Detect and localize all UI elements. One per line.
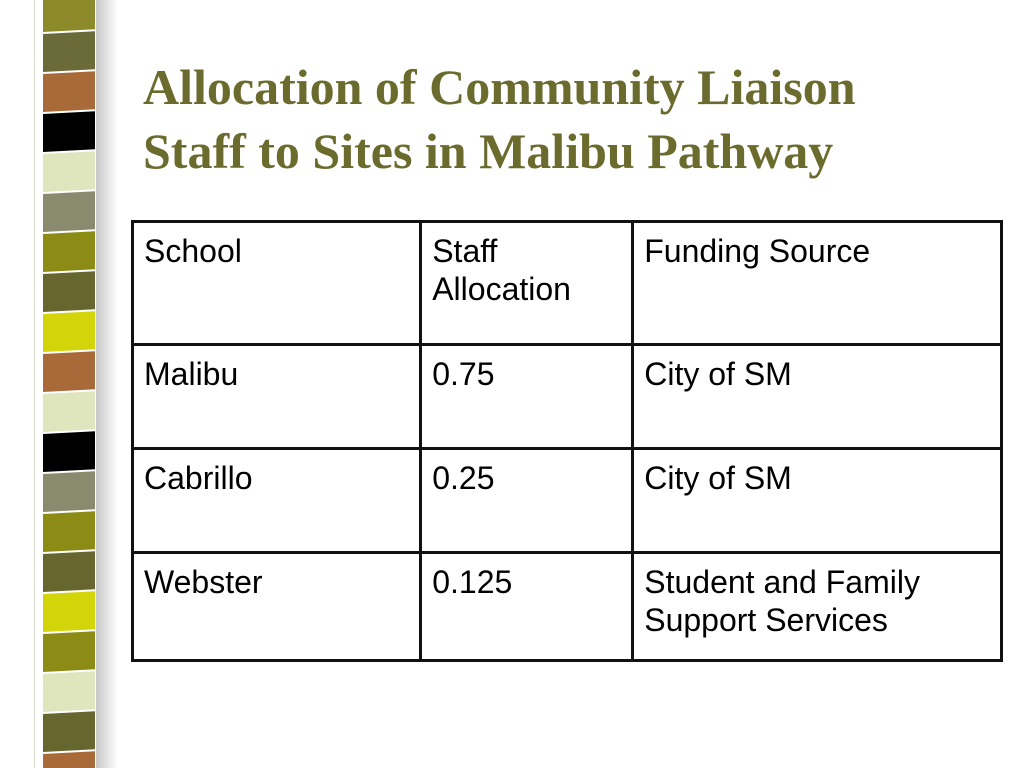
stripe-bands [43, 0, 95, 768]
decorative-stripe-bar [34, 0, 99, 768]
allocation-table [131, 220, 1003, 662]
stripe-band [43, 591, 95, 632]
table-header-row [133, 222, 1002, 345]
header-school: School [133, 222, 421, 345]
stripe-band [43, 151, 95, 192]
stripe-band [43, 311, 95, 352]
stripe-band [43, 471, 95, 512]
cell-funding-source: City of SM [633, 449, 1002, 553]
stripe-band [43, 191, 95, 232]
stripe-band [43, 271, 95, 312]
cell-funding-source: Student and Family Support Services [633, 553, 1002, 661]
stripe-band [43, 551, 95, 592]
stripe-band [43, 71, 95, 112]
header-funding-source: Funding Source [633, 222, 1002, 345]
stripe-shadow [96, 0, 118, 768]
title-line-2: Staff to Sites in Malibu Pathway [143, 123, 834, 179]
cell-staff-allocation: 0.25 [421, 449, 633, 553]
table-row [133, 449, 1002, 553]
stripe-band [43, 671, 95, 712]
cell-staff-allocation: 0.75 [421, 345, 633, 449]
stripe-band [43, 31, 95, 72]
stripe-band [43, 111, 95, 152]
stripe-band [43, 391, 95, 432]
title-line-1: Allocation of Community Liaison [143, 59, 856, 115]
cell-school: Webster [133, 553, 421, 661]
stripe-band [43, 711, 95, 752]
stripe-band [43, 751, 95, 768]
table-row [133, 345, 1002, 449]
stripe-band [43, 631, 95, 672]
stripe-band [43, 0, 95, 32]
stripe-band [43, 431, 95, 472]
cell-school: Malibu [133, 345, 421, 449]
cell-staff-allocation: 0.125 [421, 553, 633, 661]
header-staff-allocation: Staff Allocation [421, 222, 633, 345]
cell-funding-source: City of SM [633, 345, 1002, 449]
stripe-band [43, 351, 95, 392]
slide-title [143, 55, 1003, 183]
table-row [133, 553, 1002, 661]
stripe-band [43, 511, 95, 552]
cell-school: Cabrillo [133, 449, 421, 553]
stripe-band [43, 231, 95, 272]
